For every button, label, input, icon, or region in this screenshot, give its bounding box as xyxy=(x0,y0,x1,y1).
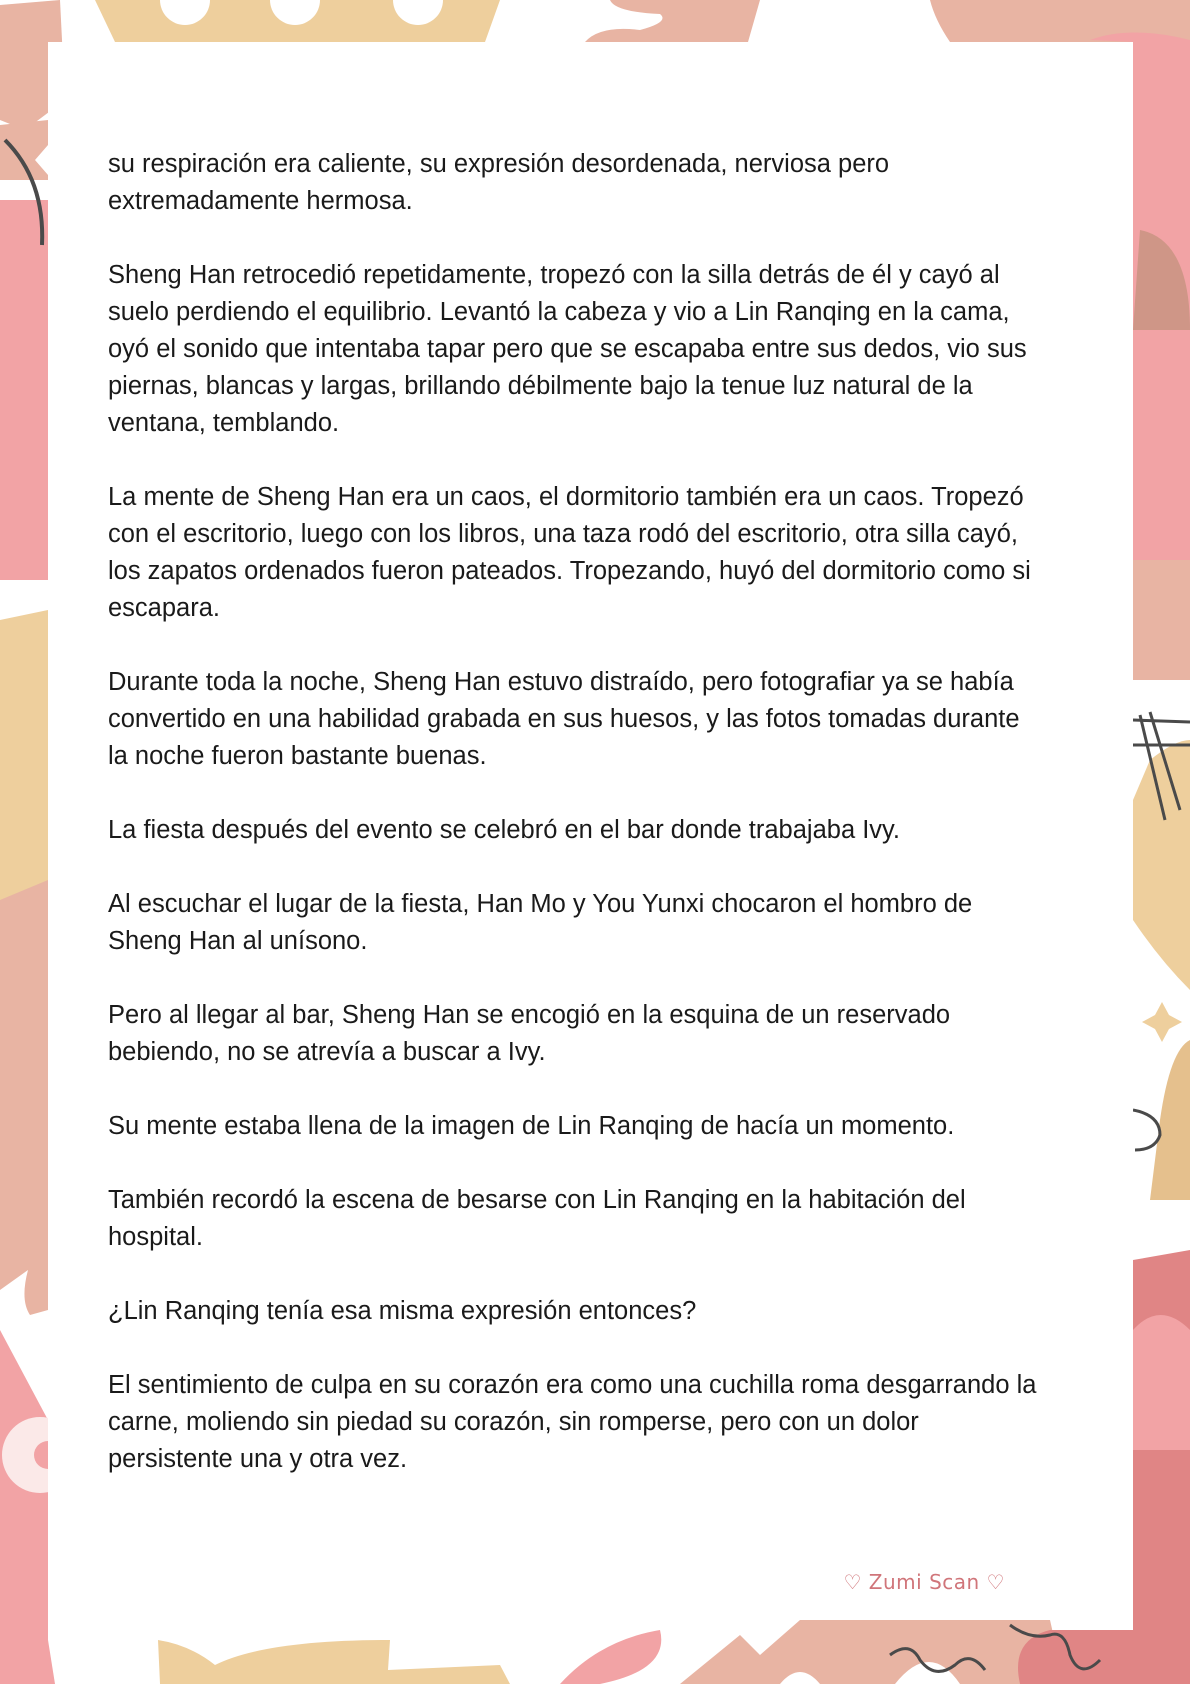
paragraph: Pero al llegar al bar, Sheng Han se encogió en la esquina de un reservado bebiendo, no se atrevía a buscar a Ivy. xyxy=(108,1001,951,1066)
paragraph: La fiesta después del evento se celebró en el bar donde trabajaba Ivy. xyxy=(108,816,900,844)
chapter-text xyxy=(108,146,1038,1515)
paragraph: También recordó la escena de besarse con Lin Ranqing en la habitación del hospital. xyxy=(108,1186,966,1251)
paragraph: Durante toda la noche, Sheng Han estuvo distraído, pero fotografiar ya se había convertido en una habilidad grabada en sus huesos, y las fotos tomadas durante la noche fueron bastante buenas. xyxy=(108,668,1020,770)
paragraph: ¿Lin Ranqing tenía esa misma expresión entonces? xyxy=(108,1297,697,1325)
paragraph: Sheng Han retrocedió repetidamente, tropezó con la silla detrás de él y cayó al suelo perdiendo el equilibrio. Levantó la cabeza y vio a Lin Ranqing en la cama, oyó el sonido que intentaba tapar pero que se escapaba entre sus dedos, vio sus piernas, blancas y largas, brillando débilmente bajo la tenue luz natural de la ventana, temblando. xyxy=(108,261,1027,437)
paragraph: El sentimiento de culpa en su corazón era como una cuchilla roma desgarrando la carne, moliendo sin piedad su corazón, sin romperse, pero con un dolor persistente una y otra vez. xyxy=(108,1371,1037,1473)
scanlation-signature: ♡ Zumi Scan ♡ xyxy=(843,1570,1005,1594)
paragraph: Su mente estaba llena de la imagen de Lin Ranqing de hacía un momento. xyxy=(108,1112,955,1140)
paragraph: su respiración era caliente, su expresión desordenada, nerviosa pero extremadamente hermosa. xyxy=(108,150,890,215)
paragraph: Al escuchar el lugar de la fiesta, Han Mo y You Yunxi chocaron el hombro de Sheng Han al unísono. xyxy=(108,890,973,955)
document-page xyxy=(48,42,1133,1620)
paragraph: La mente de Sheng Han era un caos, el dormitorio también era un caos. Tropezó con el escritorio, luego con los libros, una taza rodó del escritorio, otra silla cayó, los zapatos ordenados fueron pateados. Tropezando, huyó del dormitorio como si escapara. xyxy=(108,483,1031,622)
